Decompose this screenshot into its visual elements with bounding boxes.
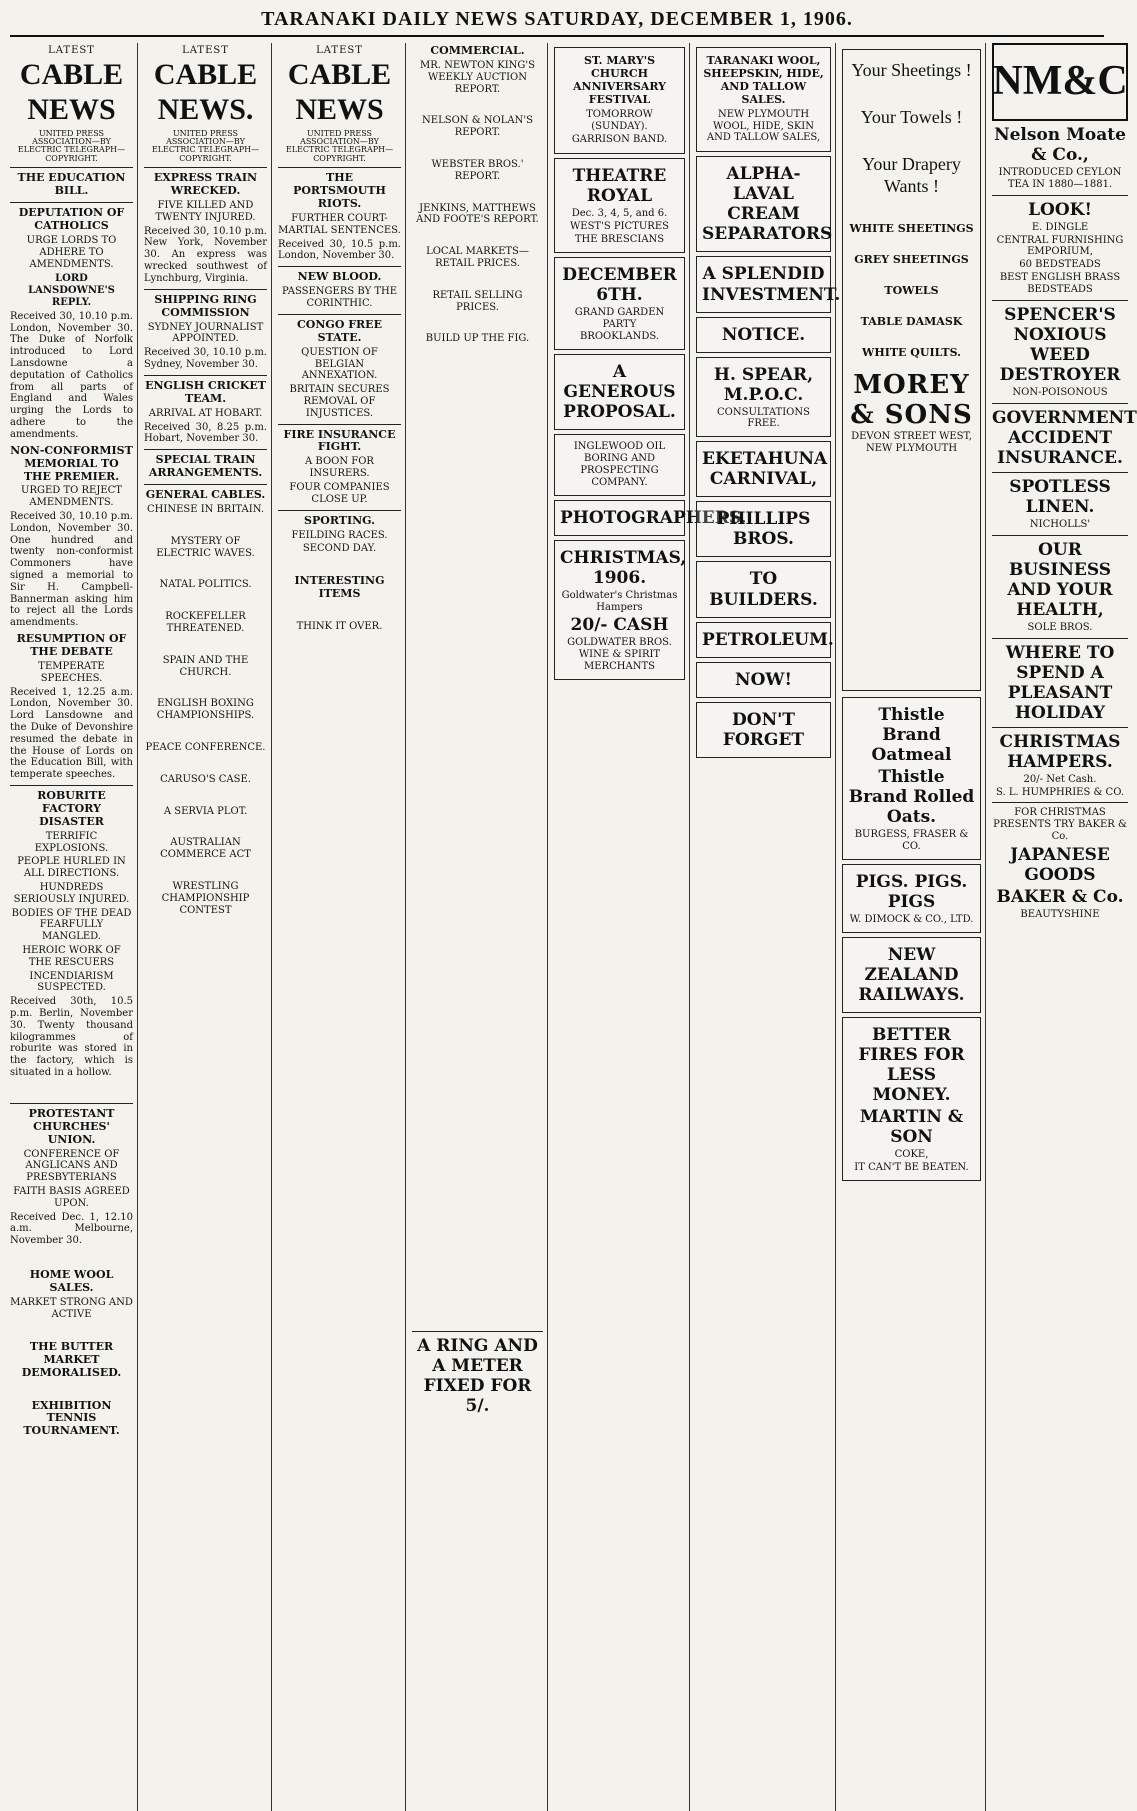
ad-subtitle: GOLDWATER BROS. WINE & SPIRIT MERCHANTS [567,637,672,672]
ad-subtitle: CENTRAL FURNISHING EMPORIUM, [996,234,1124,258]
ad-title: A GENEROUS PROPOSAL. [563,362,676,423]
article-heading: SPECIAL TRAIN ARRANGEMENTS. [148,453,263,480]
article-subheading: SYDNEY JOURNALIST APPOINTED. [147,321,264,345]
rule [144,289,267,290]
article-subheading: CARUSO'S CASE. [160,773,251,785]
section-heading: COMMERCIAL. [430,44,525,57]
latest-label: LATEST [182,45,229,56]
article-heading: THE PORTSMOUTH RIOTS. [293,171,386,211]
spear-ad [696,357,831,438]
sheetings-line: Your Sheetings ! [851,60,972,80]
article-copy: Received 30, 10.10 p.m. New York, November 30. An express was wrecked southwest of Lynchburg, Virginia. [144,225,267,284]
article-subheading: INCENDIARISM SUSPECTED. [29,970,114,994]
oatmeal-ad [842,697,981,860]
ad-title: Nelson Moate & Co., [994,125,1126,166]
rule [992,727,1128,728]
article-subheading: BRITAIN SECURES REMOVAL OF INJUSTICES. [289,384,390,419]
article-subheading: MARKET STRONG AND ACTIVE [10,1297,133,1320]
church-anniversary-ad [554,47,685,154]
article-subheading: CONFERENCE OF ANGLICANS AND PRESBYTERIANS [23,1148,120,1184]
article-subheading: SPAIN AND THE CHURCH. [162,654,249,678]
article-subheading: TEMPERATE SPEECHES. [38,660,105,684]
ad-title: EKETAHUNA CARNIVAL, [702,449,828,490]
ad-subtitle: BEST ENGLISH BRASS BEDSTEADS [999,271,1121,295]
garden-party-ad [554,257,685,350]
address-line: DEVON STREET WEST, [851,431,972,443]
ad-subtitle: Goldwater's Christmas Hampers [561,589,678,613]
ad-heading: TARANAKI WOOL, SHEEPSKIN, HIDE, AND TALLOW SALES. [703,54,824,106]
ad-subtitle: INGLEWOOD OIL BORING AND PROSPECTING COMPANY. [573,441,666,488]
article-copy: Received 30, 10.10 p.m. London, November 30. The Duke of Norfolk introduced to Lord Lansdowne a deputation of Catholics from all parts of England and Wales urging the Lords to adhere to the amendments. [10,310,133,440]
wool-sales-ad [696,47,831,152]
article-subheading: PEOPLE HURLED IN ALL DIRECTIONS. [17,856,126,880]
article-subheading: THINK IT OVER. [296,621,383,633]
article-subheading: FIVE KILLED AND TWENTY INJURED. [155,200,256,223]
article-heading: DEPUTATION OF CATHOLICS [18,206,125,233]
ad-title: Thistle Brand Rolled Oats. [848,767,975,828]
ad-title: DECEMBER 6TH. [562,264,677,305]
section-subheading: RETAIL SELLING PRICES. [432,289,523,313]
photographers-ad [554,500,747,536]
column-8 [992,43,1137,1811]
rule [992,472,1128,473]
ad-subtitle: COKE, [894,1149,929,1161]
product-title: GREY SHEETINGS [854,252,969,266]
pigs-ad [842,864,981,933]
ad-title: PHOTOGRAPHERS. [560,507,747,528]
column-6 [696,43,841,1811]
article-subheading: FOUR COMPANIES CLOSE UP. [289,482,390,505]
article-heading: HOME WOOL SALES. [29,1268,114,1295]
rule [992,300,1128,301]
article-subheading: FEILDING RACES. [291,529,388,541]
cable-news-title: CABLE NEWS [19,57,124,127]
ad-subtitle: IT CAN'T BE BEATEN. [854,1161,969,1173]
theatre-ad [554,158,685,252]
address-line: NEW PLYMOUTH [865,442,958,454]
ad-title: NEW ZEALAND RAILWAYS. [858,944,965,1005]
article-copy: Received 30, 10.10 p.m. London, November 30. One hundred and twenty non-conformist Commoners have signed a memorial to Sir H. Campbell-Bannerman asking him to reject all the Lords amendments. [10,511,133,629]
article-heading: EXHIBITION TENNIS TOURNAMENT. [23,1398,120,1438]
article-copy: Received 1, 12.25 a.m. London, November 30. Lord Lansdowne and the Duke of Devonshire resumed the debate in the House of Lords on the Education Bill, with temperate speeches. [10,686,133,781]
rule [992,802,1128,803]
article-heading: EXPRESS TRAIN WRECKED. [153,171,258,198]
article-subheading: URGE LORDS TO ADHERE TO AMENDMENTS. [26,235,117,270]
alpha-laval-ad [696,156,831,252]
article-heading: SPORTING. [304,513,375,527]
article-copy: Received 30, 8.25 p.m. Hobart, November 30. [144,421,267,445]
masthead: TARANAKI DAILY NEWS SATURDAY, DECEMBER 1, 1906. [10,8,1104,37]
article-subheading: ENGLISH BOXING CHAMPIONSHIPS. [156,698,255,722]
product-title: TOWELS [884,283,939,297]
article-heading: RESUMPTION OF THE DEBATE [16,632,127,658]
nmc-logo: NM&C [992,43,1128,121]
ad-title: SPOTLESS LINEN. [1009,476,1111,517]
rule [992,535,1128,536]
product-title: WHITE QUILTS. [861,345,962,359]
rule [144,167,267,168]
product-title: WHITE SHEETINGS [849,221,974,235]
article-subheading: CHINESE IN BRITAIN. [147,504,264,516]
notice-ad [696,317,831,353]
ad-title: SPENCER'S NOXIOUS WEED DESTROYER [999,304,1121,385]
ad-title: A SPLENDID INVESTMENT. [702,264,841,305]
article-copy: Received Dec. 1, 12.10 a.m. Melbourne, November 30. [10,1211,133,1247]
article-subheading: A SERVIA PLOT. [163,805,248,817]
rule [278,314,401,315]
section-subheading: BUILD UP THE FIG. [425,333,530,345]
rule [278,510,401,511]
article-subheading: SECOND DAY. [302,543,377,555]
ad-subtitle: BROOKLANDS. [579,331,660,343]
article-heading: THE EDUCATION BILL. [17,171,126,198]
ad-subtitle: NON-POISONOUS [1012,386,1108,398]
article-subheading: FAITH BASIS AGREED UPON. [13,1186,130,1209]
ad-subtitle: INTRODUCED CEYLON TEA IN 1880—1881. [998,167,1122,190]
article-copy: Received 30th, 10.5 p.m. Berlin, November 30. Twenty thousand kilogrammes of roburite was stored in the factory, which is situated in a hollow. [10,996,133,1078]
article-subheading: QUESTION OF BELGIAN ANNEXATION. [301,346,378,382]
section-subheading: MR. NEWTON KING'S WEEKLY AUCTION REPORT. [419,59,535,95]
article-subheading: URGED TO REJECT AMENDMENTS. [21,485,122,509]
column-1 [10,43,138,1811]
ad-title: BAKER & Co. [996,886,1124,907]
ad-subtitle: BURGESS, FRASER & CO. [854,829,969,853]
ad-title: PETROLEUM. [702,629,834,650]
rule [144,375,267,376]
ad-subheading: GARRISON BAND. [571,134,668,146]
ad-subtitle: THE BRESCIANS [574,233,665,245]
united-press-line: UNITED PRESS ASSOCIATION—BY ELECTRIC TELEGRAPH—COPYRIGHT. [285,128,394,163]
column-7 [842,43,986,1811]
oil-boring-ad [554,434,685,495]
morey-ad [842,49,981,691]
ad-subtitle: WEST'S PICTURES [570,221,669,233]
ad-title: NOW! [735,669,792,690]
section-subheading: NELSON & NOLAN'S REPORT. [422,115,533,139]
article-subheading: ROCKEFELLER THREATENED. [165,611,246,634]
column-2 [144,43,272,1811]
article-subheading: HUNDREDS SERIOUSLY INJURED. [13,882,130,905]
ad-title: NOTICE. [721,324,806,345]
ad-title: PIGS. PIGS. PIGS [855,871,968,912]
ad-subtitle: Dec. 3, 4, 5, and 6. [571,208,668,220]
rule [10,202,133,203]
ad-title: H. SPEAR, M.P.O.C. [713,364,814,405]
rule [412,1331,543,1332]
article-heading: THE BUTTER MARKET DEMORALISED. [21,1339,122,1379]
rule [144,449,267,450]
ad-title: ALPHA-LAVAL CREAM SEPARATORS [702,164,833,245]
section-subheading: WEBSTER BROS.' REPORT. [431,158,524,182]
ad-title: 20/- CASH [570,615,669,636]
ad-subtitle: W. DIMOCK & CO., LTD. [849,913,974,925]
latest-label: LATEST [48,45,95,56]
latest-label: LATEST [316,45,363,56]
christmas-ad [554,540,685,680]
rule [278,167,401,168]
towels-line: Your Towels ! [860,107,963,128]
columns-grid [10,43,1137,1811]
cable-news-title: CABLE NEWS [287,57,392,127]
article-subheading: LORD LANSDOWNE'S REPLY. [28,273,115,308]
rule [992,403,1128,404]
article-heading: ROBURITE FACTORY DISASTER [37,788,106,828]
ad-title: CHRISTMAS HAMPERS. [999,731,1121,772]
proposal-ad [554,354,685,430]
ad-title: JAPANESE GOODS [1010,844,1110,885]
article-heading: NEW BLOOD. [297,270,382,284]
cable-news-title: CABLE NEWS. [153,57,258,127]
railways-ad [842,937,981,1013]
article-subheading: A BOON FOR INSURERS. [305,456,374,480]
article-subheading: MYSTERY OF ELECTRIC WAVES. [156,535,255,559]
investment-ad [696,256,841,312]
article-subheading: ARRIVAL AT HOBART. [148,407,263,419]
ad-title: THEATRE ROYAL [572,166,667,207]
section-subheading: JENKINS, MATTHEWS AND FOOTE'S REPORT. [416,202,539,226]
now-ad [696,662,831,698]
ad-subheading: TOMORROW (SUNDAY). [586,108,653,132]
ad-subtitle: S. L. HUMPHRIES & CO. [995,786,1125,798]
drapery-line: Your Drapery Wants ! [862,154,961,196]
ad-title: GOVERNMENT ACCIDENT INSURANCE. [992,407,1137,468]
ad-subtitle: GRAND GARDEN PARTY [574,306,665,330]
section-subheading: LOCAL MARKETS—RETAIL PRICES. [426,246,529,269]
article-subheading: NATAL POLITICS. [159,579,252,591]
petroleum-ad [696,622,834,658]
article-copy: Received 30, 10.5 p.m. London, November 30. [278,238,401,262]
article-heading: INTERESTING ITEMS [294,574,385,601]
fires-ad [842,1017,981,1181]
ad-subtitle: BEAUTYSHINE [1020,908,1100,920]
article-heading: PROTESTANT CHURCHES' UNION. [28,1106,115,1146]
column-5 [554,43,747,1811]
ad-subtitle: NICHOLLS' [1029,518,1091,530]
article-subheading: PASSENGERS BY THE CORINTHIC. [281,286,398,309]
product-title: TABLE DAMASK [860,314,963,328]
ad-subtitle: CONSULTATIONS FREE. [717,406,810,430]
article-heading: FIRE INSURANCE FIGHT. [283,427,396,454]
article-subheading: BODIES OF THE DEAD FEARFULLY MANGLED. [11,907,132,943]
article-heading: SHIPPING RING COMMISSION [154,292,257,319]
ad-title: DON'T FORGET [722,709,805,750]
rule [992,638,1128,639]
ad-title: MARTIN & SON [859,1107,964,1148]
ad-title: CHRISTMAS, 1906. [560,547,687,588]
article-subheading: WRESTLING CHAMPIONSHIP CONTEST [161,880,250,916]
article-subheading: TERRIFIC EXPLOSIONS. [34,830,109,854]
column-3 [278,43,406,1811]
ad-title: WHERE TO SPEND A PLEASANT HOLIDAY [1005,642,1115,723]
article-subheading: AUSTRALIAN COMMERCE ACT [160,837,251,861]
article-heading: CONGO FREE STATE. [297,317,382,344]
rule [278,424,401,425]
ad-subtitle: 60 BEDSTEADS [1019,259,1101,271]
ad-subheading: NEW PLYMOUTH WOOL, HIDE, SKIN AND TALLOW SALES, [706,108,821,144]
rule [992,195,1128,196]
ad-title: PHILLIPS BROS. [716,509,811,550]
builders-ad [696,561,831,617]
ad-subtitle: SOLE BROS. [1027,621,1093,633]
ad-title: BETTER FIRES FOR LESS MONEY. [858,1024,965,1106]
morey-and-sons: MOREY & SONS [850,369,973,431]
article-subheading: PEACE CONFERENCE. [145,741,266,753]
rule [10,785,133,786]
article-subheading: FURTHER COURT-MARTIAL SENTENCES. [278,213,401,236]
ad-title: LOOK! [1028,199,1092,220]
ad-title: OUR BUSINESS AND YOUR HEALTH, [1007,539,1113,620]
ring-meter-ad: A RING AND A METER FIXED FOR 5/. [417,1336,538,1417]
united-press-line: UNITED PRESS ASSOCIATION—BY ELECTRIC TELEGRAPH—COPYRIGHT. [17,128,126,163]
united-press-line: UNITED PRESS ASSOCIATION—BY ELECTRIC TELEGRAPH—COPYRIGHT. [151,128,260,163]
column-4 [412,43,548,1811]
ad-subtitle: 20/- Net Cash. [1023,773,1097,785]
rule [278,266,401,267]
article-heading: ENGLISH CRICKET TEAM. [145,378,266,405]
ad-subtitle: FOR CHRISTMAS PRESENTS TRY BAKER & Co. [993,807,1127,842]
article-heading: GENERAL CABLES. [145,488,266,502]
rule [144,484,267,485]
phillips-ad [696,501,831,557]
ad-title: Thistle Brand Oatmeal [871,705,952,766]
article-heading: NON-CONFORMIST MEMORIAL TO THE PREMIER. [10,443,133,483]
rule [10,1103,133,1104]
ad-heading: ST. MARY'S CHURCH ANNIVERSARY FESTIVAL [573,54,666,106]
dont-forget-ad [696,702,831,758]
ad-subtitle: E. DINGLE [1031,221,1089,233]
carnival-ad [696,441,831,497]
rule [10,167,133,168]
article-copy: Received 30, 10.10 p.m. Sydney, November 30. [144,347,267,370]
article-subheading: HEROIC WORK OF THE RESCUERS [22,945,121,968]
ad-title: TO BUILDERS. [709,569,818,610]
